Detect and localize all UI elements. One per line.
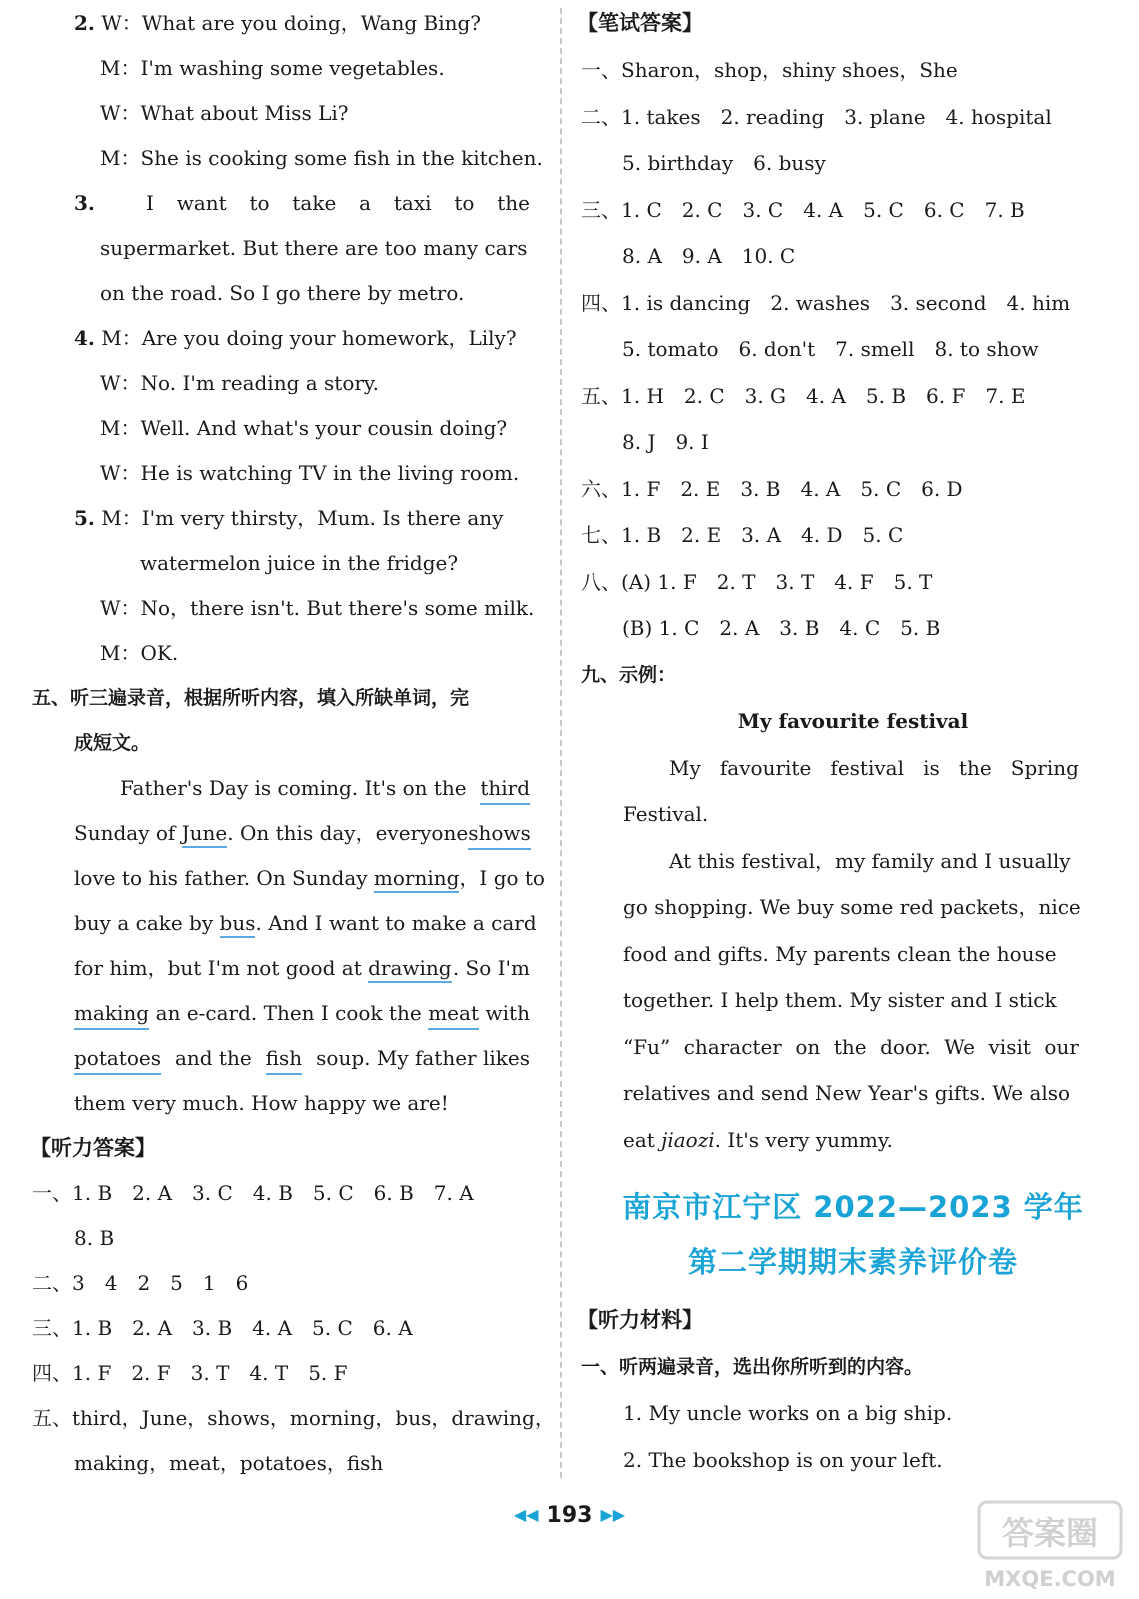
section-5-instruction-line-2: 成短文。 (74, 732, 151, 754)
item-3-line-2: supermarket. But there are too many cars (100, 236, 528, 260)
answer-fish: fish (266, 1044, 302, 1075)
prev-arrows-icon: ◀◀ (513, 1505, 539, 1524)
dialog-2-line-3: W：What about Miss Li? (100, 101, 349, 125)
written-answer-2: 二、1. takes 2. reading 3. plane 4. hospital (581, 105, 1052, 129)
dialog-5-line-4: M：OK. (100, 641, 179, 665)
written-answer-7: 七、1. B 2. E 3. A 4. D 5. C (581, 523, 904, 547)
column-divider (560, 8, 562, 1478)
item-3-line-3: on the road. So I go there by metro. (100, 281, 465, 305)
written-answer-8a: 八、(A) 1. F 2. T 3. T 4. F 5. T (581, 570, 933, 594)
written-answer-4: 四、1. is dancing 2. washes 3. second 4. him (581, 291, 1071, 315)
page-number: 193 (546, 1503, 593, 1528)
written-answer-9: 九、示例： (581, 664, 677, 686)
answer-potatoes: potatoes (74, 1044, 161, 1075)
written-answer-3: 三、1. C 2. C 3. C 4. A 5. C 6. C 7. B (581, 198, 1025, 222)
written-answer-6: 六、1. F 2. E 3. B 4. A 5. C 6. D (581, 477, 963, 501)
listening-answer-4: 四、1. F 2. F 3. T 4. T 5. F (32, 1361, 348, 1385)
listening-answer-1: 一、1. B 2. A 3. C 4. B 5. C 6. B 7. A (32, 1181, 474, 1205)
written-answer-4b: 5. tomato 6. don't 7. smell 8. to show (622, 337, 1039, 361)
dialog-5-line-1: 5. M：I'm very thirsty，Mum. Is there any (74, 506, 504, 530)
listening-answer-1b: 8. B (74, 1226, 115, 1250)
written-answer-1: 一、Sharon，shop，shiny shoes，She (581, 58, 958, 82)
answer-june: June (182, 821, 228, 848)
passage-line-4: buy a cake by bus . And I want to make a card (74, 909, 530, 937)
item-3-number: 3. (74, 191, 95, 215)
answer-morning: morning (374, 866, 460, 893)
listening-answer-5b: making，meat，potatoes，fish (74, 1451, 384, 1475)
passage-line-2: Sunday of June. On this day，everyone shows (74, 819, 530, 850)
answer-meat: meat (428, 999, 479, 1030)
written-answer-2b: 5. birthday 6. busy (622, 151, 826, 175)
page-footer (0, 1503, 1139, 1528)
listening-material-question-1: 一、听两遍录音，选出你所听到的内容。 (581, 1356, 924, 1378)
dialog-4-line-3: M：Well. And what's your cousin doing? (100, 416, 508, 440)
listening-answer-5: 五、third，June，shows，morning，bus，drawing， (32, 1406, 555, 1430)
answer-third: third (480, 774, 530, 805)
essay-line-7: “Fu” character on the door. We visit our (623, 1035, 1079, 1059)
passage-line-1: Father's Day is coming. It's on the third (120, 774, 530, 805)
written-answers-heading: 【笔试答案】 (577, 11, 703, 35)
item-3-line-1: I want to take a taxi to the (146, 191, 530, 215)
essay-line-4: go shopping. We buy some red packets，nice (623, 895, 1081, 919)
listening-answer-3: 三、1. B 2. A 3. B 4. A 5. C 6. A (32, 1316, 413, 1340)
essay-line-9: eat jiaozi. It's very yummy. (623, 1128, 893, 1152)
watermark-text-cn: 答案圈 (1001, 1514, 1099, 1552)
dialog-5-line-3: W：No，there isn't. But there's some milk. (100, 596, 535, 620)
dialog-2-line-2: M：I'm washing some vegetables. (100, 56, 445, 80)
listening-material-heading: 【听力材料】 (577, 1308, 703, 1332)
listening-material-item-2: 2. The bookshop is on your left. (623, 1448, 943, 1472)
written-answer-5b: 8. J 9. I (622, 430, 709, 454)
passage-line-3: love to his father. On Sunday morning ，I go to (74, 864, 530, 892)
passage-line-7: potatoes and the fish soup. My father likes (74, 1044, 530, 1075)
dialog-2-line-4: M：She is cooking some fish in the kitchen. (100, 146, 543, 170)
passage-line-5: for him，but I'm not good at drawing . So I'm (74, 954, 530, 982)
dialog-2-line-1: 2. W：What are you doing，Wang Bing? (74, 11, 482, 35)
listening-answer-2: 二、3 4 2 5 1 6 (32, 1271, 249, 1295)
essay-line-1: My favourite festival is the Spring (669, 756, 1079, 780)
watermark-text-en: MXQE.COM (984, 1567, 1116, 1591)
answer-drawing: drawing (368, 956, 452, 983)
section-5-instruction-line-1: 五、听三遍录音，根据所听内容，填入所缺单词，完 (32, 687, 470, 709)
exam-title-line-1: 南京市江宁区 2022—2023 学年 (622, 1190, 1084, 1224)
dialog-4-line-2: W：No. I'm reading a story. (100, 371, 379, 395)
listening-answers-heading: 【听力答案】 (30, 1136, 156, 1160)
answer-shows: shows (468, 819, 531, 850)
essay-title: My favourite festival (737, 709, 969, 733)
essay-line-5: food and gifts. My parents clean the house (623, 942, 1057, 966)
answer-making: making (74, 999, 149, 1030)
essay-line-6: together. I help them. My sister and I stick (623, 988, 1057, 1012)
dialog-4-line-1: 4. M：Are you doing your homework，Lily? (74, 326, 517, 350)
answer-bus: bus (220, 911, 256, 938)
next-arrows-icon: ▶▶ (600, 1505, 626, 1524)
written-answer-5: 五、1. H 2. C 3. G 4. A 5. B 6. F 7. E (581, 384, 1026, 408)
listening-material-item-1: 1. My uncle works on a big ship. (623, 1401, 953, 1425)
essay-line-3: At this festival，my family and I usually (669, 849, 1071, 873)
jiaozi-word: jiaozi (661, 1128, 715, 1152)
essay-line-8: relatives and send New Year's gifts. We also (623, 1081, 1071, 1105)
passage-line-6: making an e-card. Then I cook the meat with (74, 999, 530, 1030)
watermark-logo (975, 1498, 1125, 1593)
written-answer-8b: (B) 1. C 2. A 3. B 4. C 5. B (622, 616, 941, 640)
essay-line-2: Festival. (623, 802, 709, 826)
dialog-4-line-4: W：He is watching TV in the living room. (100, 461, 520, 485)
passage-line-8: them very much. How happy we are! (74, 1091, 449, 1115)
written-answer-3b: 8. A 9. A 10. C (622, 244, 796, 268)
dialog-5-line-2: watermelon juice in the fridge? (140, 551, 459, 575)
exam-title-line-2: 第二学期期末素养评价卷 (687, 1245, 1018, 1279)
